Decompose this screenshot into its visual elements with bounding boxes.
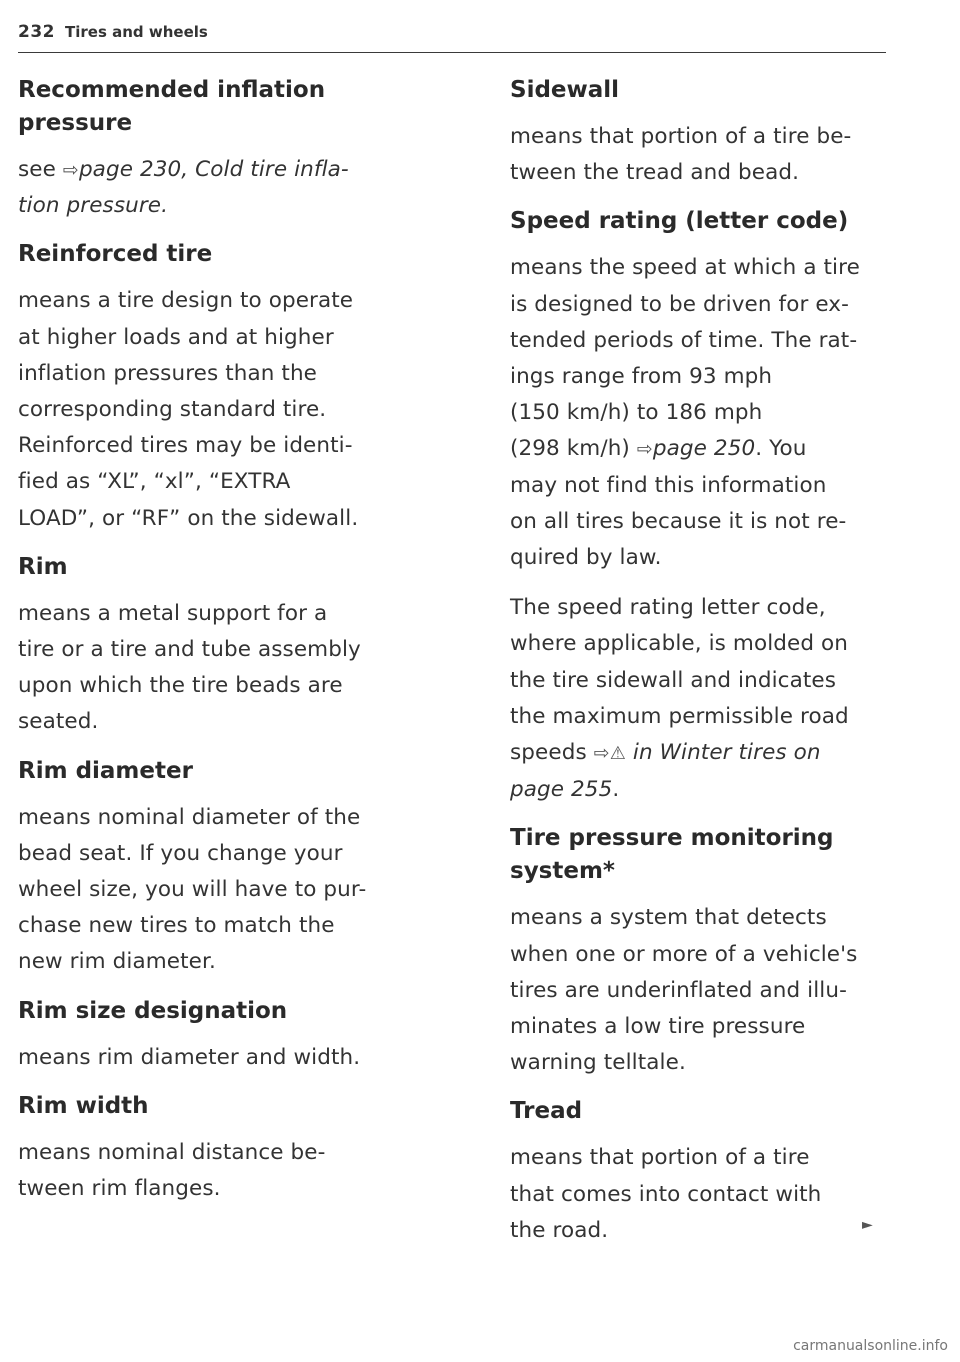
- entry-recommended-inflation-pressure: [18, 74, 468, 224]
- entry-sidewall: [510, 74, 890, 191]
- page-number: 232: [18, 22, 55, 42]
- page-ref-arrow-icon: ⇨: [62, 159, 79, 181]
- term-definition: means rim diameter and width.: [18, 1044, 361, 1070]
- section-title: Tires and wheels: [65, 23, 208, 41]
- term-heading: Sidewall: [510, 77, 620, 103]
- continue-arrow-icon: ►: [862, 1217, 873, 1233]
- page-header: [18, 22, 886, 53]
- term-definition: means nominal diameter of the bead seat. If you change your wheel size, you will have to pur- chase new tires to match the new rim diameter.: [18, 804, 367, 975]
- page-ref-arrow-icon: ⇨: [593, 742, 610, 765]
- term-heading: Rim: [18, 553, 68, 580]
- term-definition: means nominal distance be- tween rim flanges.: [18, 1139, 326, 1202]
- entry-rim: [18, 551, 468, 741]
- entry-speed-rating: [510, 205, 890, 808]
- cross-reference-link[interactable]: in Winter tires on: [625, 740, 821, 766]
- term-definition: means the speed at which a tire is designed to be driven for ex- tended periods of time. The rat- ings range from 93 mph (150 km/h) to 186 mph (298 km/h) ⇨page 250. You may not find this information on all tires because it is not re- quired by law.: [510, 255, 860, 571]
- entry-rim-diameter: [18, 755, 468, 981]
- term-definition: means a tire design to operate at higher loads and at higher inflation pressures than the corresponding standard tire. Reinforced tires may be identi- fied as “XL”, “xl”, “EXTRA LOAD”, or “RF” on the sidewall.: [18, 288, 359, 531]
- term-definition: see ⇨page 230, Cold tire infla- tion pressure.: [18, 157, 349, 219]
- entry-tire-pressure-monitoring-system: [510, 822, 890, 1081]
- term-heading: Rim width: [18, 1092, 149, 1119]
- right-column: [510, 74, 890, 1263]
- term-heading: Speed rating (letter code): [510, 208, 849, 235]
- cross-reference-link[interactable]: page 250: [652, 436, 756, 462]
- term-heading: Rim size designation: [18, 997, 288, 1024]
- left-column: [18, 74, 468, 1221]
- cross-reference-link-cont[interactable]: tion pressure.: [18, 193, 169, 219]
- term-heading: Recommended inflation pressure: [18, 77, 326, 136]
- term-definition: means a system that detects when one or more of a vehicle's tires are underinflated and illu- minates a low tire pressure warning telltale.: [510, 905, 858, 1076]
- term-heading: Rim diameter: [18, 757, 193, 784]
- term-definition-continued: The speed rating letter code, where applicable, is molded on the tire sidewall and indicates the maximum permissible road speeds ⇨⚠ in Winter tires on page 255.: [510, 595, 849, 803]
- cross-reference-link[interactable]: page 230, Cold tire infla-: [78, 157, 349, 182]
- entry-rim-size-designation: [18, 995, 468, 1076]
- entry-tread: [510, 1095, 890, 1249]
- term-heading: Tire pressure monitoring system*: [510, 825, 834, 885]
- cross-reference-link-cont[interactable]: page 255: [510, 777, 613, 803]
- footer-watermark: carmanualsonline.info: [793, 1338, 948, 1354]
- term-definition: means that portion of a tire that comes into contact with the road.: [510, 1145, 822, 1243]
- warning-triangle-icon: ⚠: [609, 743, 626, 765]
- term-definition: means that portion of a tire be- tween the tread and bead.: [510, 124, 852, 186]
- term-heading: Reinforced tire: [18, 241, 213, 268]
- term-definition: means a metal support for a tire or a tire and tube assembly upon which the tire beads are seated.: [18, 600, 361, 735]
- page-ref-arrow-icon: ⇨: [636, 438, 653, 461]
- term-heading: Tread: [510, 1098, 583, 1125]
- entry-rim-width: [18, 1090, 468, 1207]
- entry-reinforced-tire: [18, 238, 468, 536]
